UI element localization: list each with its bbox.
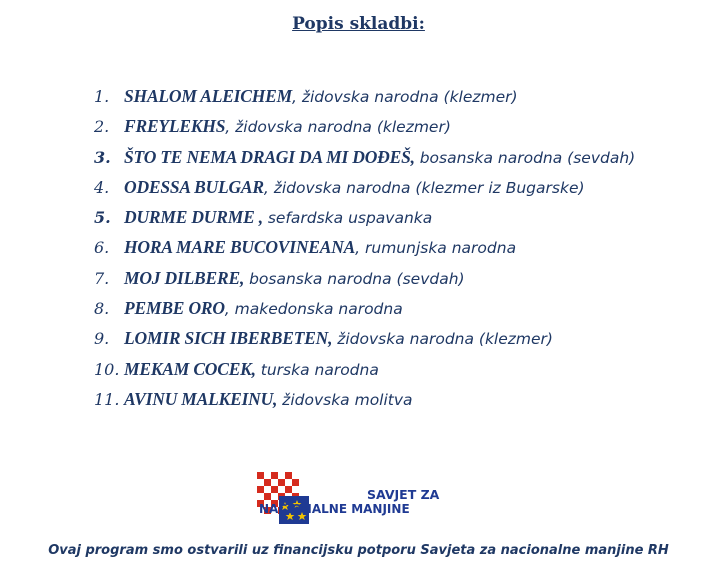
- item-number: 11.: [94, 389, 120, 409]
- song-title: LOMIR SICH IBERBETEN,: [124, 328, 333, 349]
- item-number: 6.: [94, 238, 110, 258]
- song-description: bosanska narodna (sevdah): [414, 148, 636, 167]
- song-title: HORA MARE BUCOVINEANA: [124, 237, 356, 258]
- item-number: 10.: [94, 359, 120, 379]
- song-description: , židovska narodna (klezmer): [225, 118, 451, 137]
- song-list: [94, 84, 635, 417]
- list-item: [94, 357, 635, 387]
- list-item: [94, 175, 635, 205]
- song-description: , židovska narodna (klezmer): [292, 88, 518, 106]
- song-description: židovska narodna (klezmer): [332, 330, 553, 349]
- page-title: Popis skladbi:: [292, 14, 425, 34]
- song-title: FREYLEKHS: [124, 116, 226, 137]
- item-number: 5.: [94, 208, 111, 228]
- song-description: sefardska uspavanka: [262, 209, 433, 228]
- item-number: 4.: [94, 177, 110, 197]
- item-number: 7.: [94, 268, 110, 288]
- song-description: , rumunjska narodna: [355, 239, 517, 258]
- logo-text-line1: SAVJET ZA: [367, 487, 440, 502]
- list-item: [94, 235, 635, 265]
- item-number: 8.: [94, 299, 110, 319]
- list-item: [94, 326, 635, 356]
- list-item: [94, 114, 635, 144]
- logo-text-line2: NACIONALNE MANJINE: [259, 502, 410, 516]
- song-description: turska narodna: [255, 360, 379, 379]
- song-title: ŠTO TE NEMA DRAGI DA MI DOĐEŠ,: [124, 146, 415, 167]
- footer-note: Ovaj program smo ostvarili uz financijsku potporu Savjeta za nacionalne manjine RH: [48, 543, 669, 558]
- song-title: DURME DURME ,: [124, 207, 263, 228]
- song-title: SHALOM ALEICHEM: [124, 86, 292, 106]
- song-title: PEMBE ORO: [124, 298, 225, 319]
- song-title: AVINU MALKEINU,: [124, 388, 278, 409]
- song-title: ODESSA BULGAR: [124, 176, 264, 197]
- council-logo: [257, 472, 453, 530]
- song-description: židovska molitva: [277, 390, 413, 409]
- list-item: [94, 145, 635, 175]
- list-item: [94, 387, 635, 417]
- list-item: [94, 84, 635, 114]
- list-item: [94, 266, 635, 296]
- song-title: MOJ DILBERE,: [124, 267, 245, 288]
- item-number: 3.: [94, 147, 111, 167]
- item-number: 1.: [94, 87, 110, 106]
- song-description: , makedonska narodna: [224, 300, 403, 319]
- song-title: MEKAM COCEK,: [124, 358, 256, 379]
- list-item: [94, 296, 635, 326]
- item-number: 9.: [94, 329, 110, 349]
- list-item: [94, 205, 635, 235]
- song-description: bosanska narodna (sevdah): [244, 269, 465, 288]
- item-number: 2.: [94, 117, 110, 137]
- song-description: , židovska narodna (klezmer iz Bugarske): [263, 178, 585, 197]
